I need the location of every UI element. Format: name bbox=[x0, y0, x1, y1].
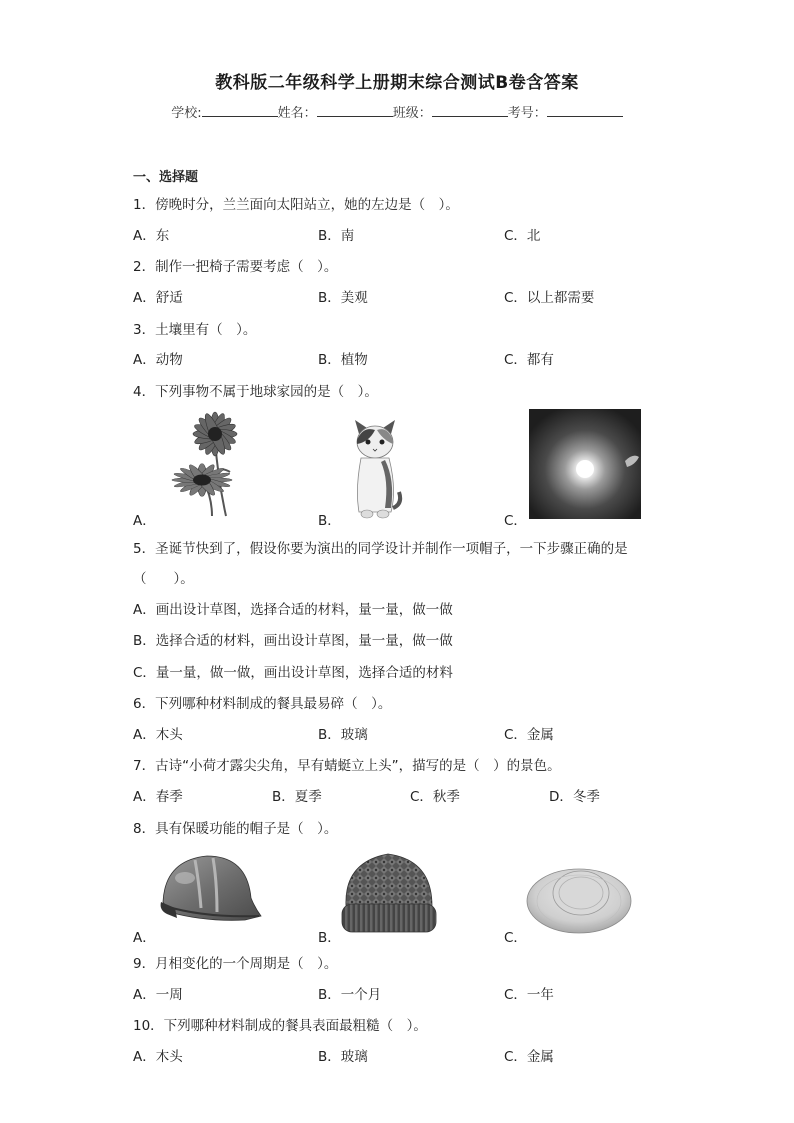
q8-option-b: B． bbox=[318, 930, 341, 946]
q7-option-c: C．秋季 bbox=[410, 789, 460, 805]
q1-option-a: A．东 bbox=[133, 228, 170, 244]
number-label: 考号： bbox=[507, 106, 547, 121]
school-blank bbox=[202, 104, 278, 117]
knit-hat-image bbox=[340, 850, 438, 936]
class-blank bbox=[432, 104, 508, 117]
question-4: 4．下列事物不属于地球家园的是（ ）。 bbox=[133, 384, 378, 400]
number-blank bbox=[547, 104, 623, 117]
kitten-image bbox=[345, 420, 405, 520]
school-label: 学校: bbox=[171, 106, 202, 121]
q8-option-a: A． bbox=[133, 930, 156, 946]
straw-hat-image bbox=[525, 855, 633, 935]
q5-option-b: B．选择合适的材料，画出设计草图，量一量，做一做 bbox=[133, 633, 453, 649]
page-title: 教科版二年级科学上册期末综合测试B卷含答案 bbox=[215, 73, 579, 93]
class-label: 班级： bbox=[392, 106, 432, 121]
flower-image bbox=[160, 410, 248, 518]
q7-option-a: A．春季 bbox=[133, 789, 183, 805]
question-10: 10．下列哪种材料制成的餐具表面最粗糙（ ）。 bbox=[133, 1018, 427, 1034]
helmet-image bbox=[155, 852, 265, 932]
q4-option-c: C． bbox=[504, 513, 527, 529]
name-label: 姓名： bbox=[277, 106, 317, 121]
q1-option-b: B．南 bbox=[318, 228, 355, 244]
q8-option-c: C． bbox=[504, 930, 527, 946]
q9-option-c: C．一年 bbox=[504, 987, 554, 1003]
q9-option-b: B．一个月 bbox=[318, 987, 382, 1003]
question-3: 3．土壤里有（ ）。 bbox=[133, 322, 257, 338]
q5-option-a: A．画出设计草图，选择合适的材料，量一量，做一做 bbox=[133, 602, 453, 618]
q7-option-d: D．冬季 bbox=[549, 789, 600, 805]
name-blank bbox=[317, 104, 393, 117]
question-6: 6．下列哪种材料制成的餐具最易碎（ ）。 bbox=[133, 696, 392, 712]
q2-option-a: A．舒适 bbox=[133, 290, 183, 306]
question-5: 5．圣诞节快到了，假设你要为演出的同学设计并制作一项帽子，一下步骤正确的是 bbox=[133, 541, 628, 557]
q10-option-c: C．金属 bbox=[504, 1049, 554, 1065]
q1-option-c: C．北 bbox=[504, 228, 541, 244]
q2-option-c: C．以上都需要 bbox=[504, 290, 595, 306]
q3-option-c: C．都有 bbox=[504, 352, 554, 368]
q3-option-a: A．动物 bbox=[133, 352, 183, 368]
q5-option-c: C．量一量，做一做，画出设计草图，选择合适的材料 bbox=[133, 665, 453, 681]
question-2: 2．制作一把椅子需要考虑（ ）。 bbox=[133, 259, 338, 275]
student-info-line bbox=[0, 102, 794, 121]
q6-option-c: C．金属 bbox=[504, 727, 554, 743]
question-5-continued: （ ）。 bbox=[133, 571, 194, 587]
q7-option-b: B．夏季 bbox=[272, 789, 322, 805]
question-8: 8．具有保暖功能的帽子是（ ）。 bbox=[133, 821, 338, 837]
sun-image bbox=[529, 409, 641, 519]
q2-option-b: B．美观 bbox=[318, 290, 368, 306]
question-7: 7．古诗“小荷才露尖尖角，早有蜻蜓立上头”，描写的是（ ）的景色。 bbox=[133, 758, 561, 774]
q3-option-b: B．植物 bbox=[318, 352, 368, 368]
q10-option-b: B．玻璃 bbox=[318, 1049, 368, 1065]
q6-option-a: A．木头 bbox=[133, 727, 183, 743]
q6-option-b: B．玻璃 bbox=[318, 727, 368, 743]
question-9: 9．月相变化的一个周期是（ ）。 bbox=[133, 956, 338, 972]
q4-option-b: B． bbox=[318, 513, 341, 529]
section-heading: 一、选择题 bbox=[133, 170, 199, 185]
q9-option-a: A．一周 bbox=[133, 987, 183, 1003]
q10-option-a: A．木头 bbox=[133, 1049, 183, 1065]
q4-option-a: A． bbox=[133, 513, 156, 529]
question-1: 1．傍晚时分，兰兰面向太阳站立，她的左边是（ ）。 bbox=[133, 197, 459, 213]
